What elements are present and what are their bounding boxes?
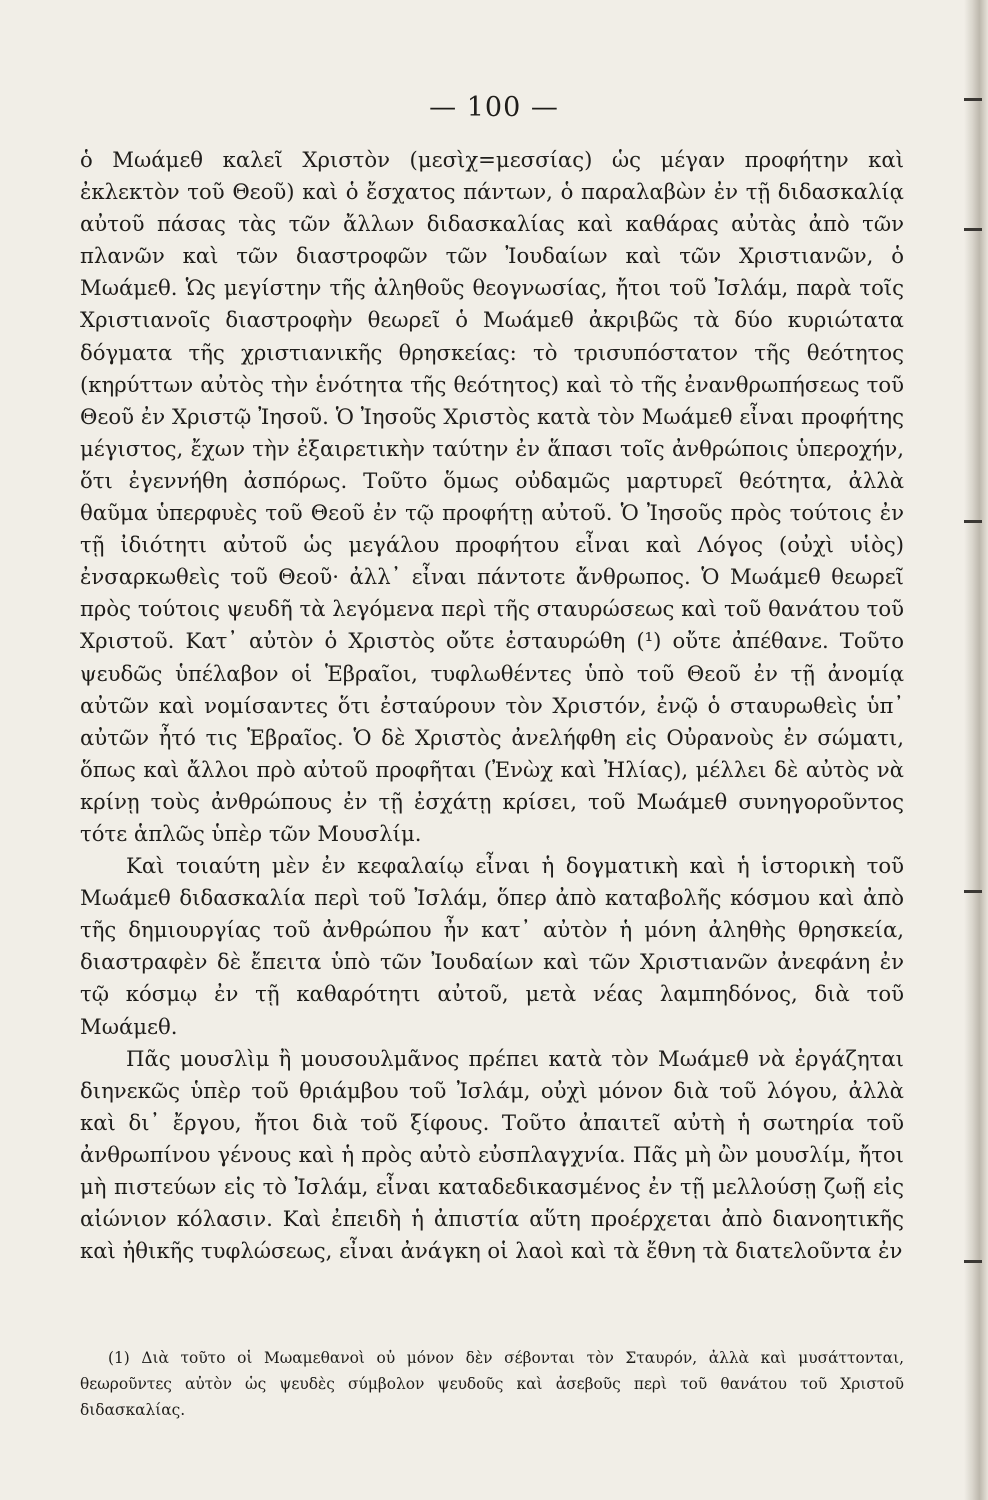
paragraph-2: Καὶ τοιαύτη μὲν ἐν κεφαλαίῳ εἶναι ἡ δογματικὴ καὶ ἡ ἱστορικὴ τοῦ Μωάμεθ διδασκαλία περὶ τοῦ Ἰσλάμ, ὅπερ ἀπὸ καταβολῆς κόσμου καὶ ἀπὸ τῆς δημιουργίας τοῦ ἀνθρώπου ἦν κατ᾽ αὐτὸν ἡ μόνη ἀληθὴς θρησκεία, διαστραφὲν δὲ ἔπειτα ὑπὸ τῶν Ἰουδαίων καὶ τῶν Χριστιανῶν ἀνεφάνη ἐν τῷ κόσμῳ ἐν τῇ καθαρότητι αὐτοῦ, μετὰ νέας λαμπηδόνος, διὰ τοῦ Μωάμεθ. bbox=[80, 853, 904, 1039]
binding-edge bbox=[964, 0, 988, 1500]
footnote bbox=[80, 1345, 904, 1423]
body-text bbox=[80, 144, 904, 1267]
paragraph-3: Πᾶς μουσλὶμ ἢ μουσουλμᾶνος πρέπει κατὰ τὸν Μωάμεθ νὰ ἐργάζηται διηνεκῶς ὑπὲρ τοῦ θριάμβου τοῦ Ἰσλάμ, οὐχὶ μόνον διὰ τοῦ λόγου, ἀλλὰ καὶ δι᾽ ἔργου, ἤτοι διὰ τοῦ ξίφους. Τοῦτο ἀπαιτεῖ αὐτὴ ἡ σωτηρία τοῦ ἀνθρωπίνου γένους καὶ ἡ πρὸς αὐτὸ εὐσπλαγχνία. Πᾶς μὴ ὢν μουσλίμ, ἤτοι μὴ πιστεύων εἰς τὸ Ἰσλάμ, εἶναι καταδεδικασμένος ἐν τῇ μελλούσῃ ζωῇ εἰς αἰώνιον κόλασιν. Καὶ ἐπειδὴ ἡ ἀπιστία αὕτη προέρχεται ἀπὸ διανοητικῆς καὶ ἠθικῆς τυφλώσεως, εἶναι ἀνάγκη οἱ λαοὶ καὶ τὰ ἔθνη τὰ διατελοῦντα ἐν bbox=[80, 1045, 904, 1264]
edge-tick bbox=[964, 520, 982, 523]
paragraph-1: ὁ Μωάμεθ καλεῖ Χριστὸν (μεσὶχ=μεσσίας) ὡς μέγαν προφήτην καὶ ἐκλεκτὸν τοῦ Θεοῦ) καὶ ὁ ἔσχατος πάντων, ὁ παραλαβὼν ἐν τῇ διδασκαλίᾳ αὐτοῦ πάσας τὰς τῶν ἄλλων διδασκαλίας καὶ καθάρας αὐτὰς ἀπὸ τῶν πλανῶν καὶ τῶν διαστροφῶν τῶν Ἰουδαίων καὶ τῶν Χριστιανῶν, ὁ Μωάμεθ. Ὡς μεγίστην τῆς ἀληθοῦς θεογνωσίας, ἤτοι τοῦ Ἰσλάμ, παρὰ τοῖς Χριστιανοῖς διαστροφὴν θεωρεῖ ὁ Μωάμεθ ἀκριβῶς τὰ δύο κυριώτατα δόγματα τῆς χριστιανικῆς θρησκείας: τὸ τρισυπόστατον τῆς θεότητος (κηρύττων αὐτὸς τὴν ἑνότητα τῆς θεότητος) καὶ τὸ τῆς ἐνανθρωπήσεως τοῦ Θεοῦ ἐν Χριστῷ Ἰησοῦ. Ὁ Ἰησοῦς Χριστὸς κατὰ τὸν Μωάμεθ εἶναι προφήτης μέγιστος, ἔχων τὴν ἐξαιρετικὴν ταύτην ἐν ἅπασι τοῖς ἀνθρώποις ὑπεροχήν, ὅτι ἐγεννήθη ἀσπόρως. Τοῦτο ὅμως οὐδαμῶς μαρτυρεῖ θεότητα, ἀλλὰ θαῦμα ὑπερφυὲς τοῦ Θεοῦ ἐν τῷ προφήτῃ αὐτοῦ. Ὁ Ἰησοῦς πρὸς τούτοις ἐν τῇ ἰδιότητι αὐτοῦ ὡς μεγάλου προφήτου εἶναι καὶ Λόγος (οὐχὶ υἱὸς) ἐνσαρκωθεὶς τοῦ Θεοῦ· ἀλλ᾽ εἶναι πάντοτε ἄνθρωπος. Ὁ Μωάμεθ θεωρεῖ πρὸς τούτοις ψευδῆ τὰ λεγόμενα περὶ τῆς σταυρώσεως καὶ τοῦ θανάτου τοῦ Χριστοῦ. Κατ᾽ αὐτὸν ὁ Χριστὸς οὔτε ἐσταυρώθη (¹) οὔτε ἀπέθανε. Τοῦτο ψευδῶς ὑπέλαβον οἱ Ἑβραῖοι, τυφλωθέντες ὑπὸ τοῦ Θεοῦ ἐν τῇ ἀνομίᾳ αὐτῶν καὶ νομίσαντες ὅτι ἐσταύρουν τὸν Χριστόν, ἐνῷ ὁ σταυρωθεὶς ὑπ᾽ αὐτῶν ἦτό τις Ἑβραῖος. Ὁ δὲ Χριστὸς ἀνελήφθη εἰς Οὐρανοὺς ἐν σώματι, ὅπως καὶ ἄλλοι πρὸ αὐτοῦ προφῆται (Ἐνὼχ καὶ Ἠλίας), μέλλει δὲ αὐτὸς νὰ κρίνῃ τοὺς ἀνθρώπους ἐν τῇ ἐσχάτῃ κρίσει, τοῦ Μωάμεθ συνηγοροῦντος τότε ἁπλῶς ὑπὲρ τῶν Μουσλίμ. bbox=[80, 147, 904, 846]
edge-tick bbox=[964, 890, 982, 893]
edge-tick bbox=[964, 1260, 982, 1263]
edge-tick bbox=[964, 228, 982, 231]
page-number: — 100 — bbox=[429, 92, 559, 123]
footnote-text: (1) Διὰ τοῦτο οἱ Μωαμεθανοὶ οὐ μόνον δὲν σέβονται τὸν Σταυρόν, ἀλλὰ καὶ μυσάττονται, θεωροῦντες αὐτὸν ὡς ψευδὲς σύμβολον ψευδοῦς καὶ ἀσεβοῦς περὶ τοῦ θανάτου τοῦ Χριστοῦ διδασκαλίας. bbox=[80, 1349, 904, 1419]
